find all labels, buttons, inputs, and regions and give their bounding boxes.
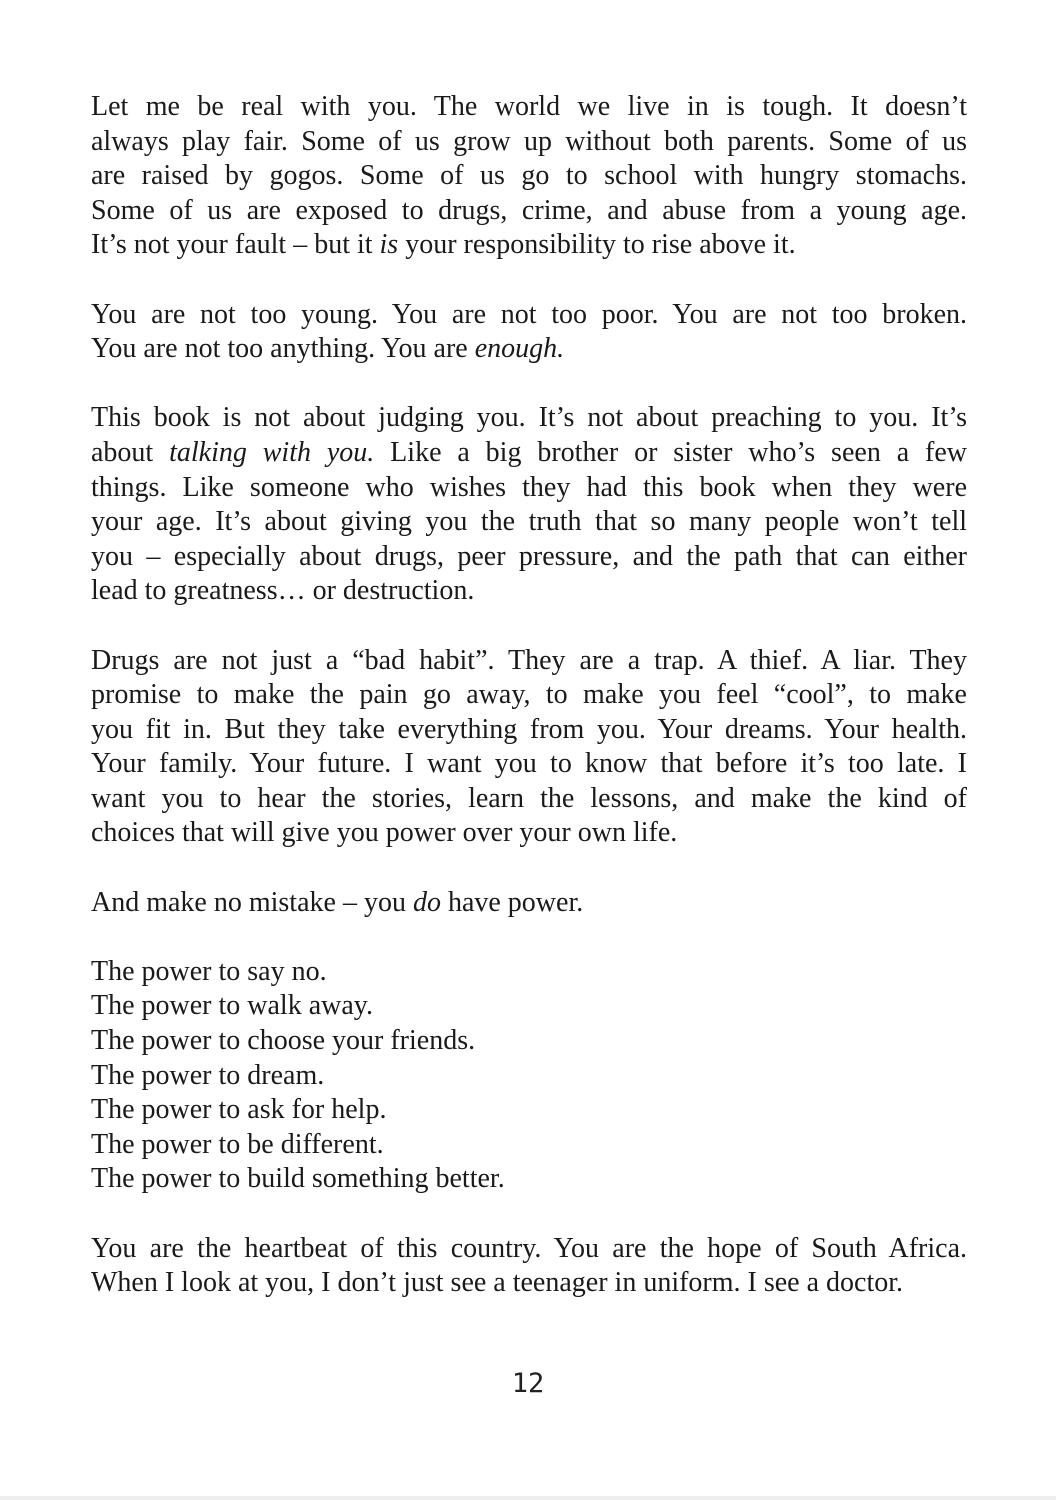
power-list-item: The power to be different.	[91, 1128, 384, 1160]
page-bottom-edge	[0, 1496, 1056, 1500]
text-line: You are the heartbeat of this country. You are the hope of South Africa.	[91, 1232, 967, 1264]
text-line: your age. It’s about giving you the truth that so many people won’t tell	[91, 506, 967, 538]
page-number: 12	[511, 1368, 545, 1399]
emphasis-text: do	[412, 886, 441, 918]
power-list-item: The power to say no.	[91, 955, 327, 987]
text-line: promise to make the pain go away, to make you feel “cool”, to make	[91, 679, 967, 711]
text-line	[91, 228, 967, 263]
text-line: Some of us are exposed to drugs, crime, and abuse from a young age.	[91, 194, 967, 226]
text-segment: You are not too anything. You are	[91, 333, 475, 365]
power-list	[91, 955, 967, 1197]
text-segment: have power.	[440, 886, 584, 918]
text-segment: It’s not your fault – but it	[91, 229, 380, 261]
text-segment: And make no mistake – you	[91, 886, 413, 918]
paragraph-drugs	[91, 644, 967, 852]
page-body	[91, 90, 967, 1301]
power-list-item: The power to walk away.	[91, 990, 373, 1022]
text-line	[91, 436, 967, 471]
emphasis-text: enough.	[474, 333, 565, 365]
text-line: Your family. Your future. I want you to know that before it’s too late. I	[91, 748, 967, 780]
text-segment: about	[91, 436, 170, 468]
text-line	[91, 332, 967, 367]
paragraph-about-book	[91, 401, 967, 609]
power-list-item: The power to choose your friends.	[91, 1025, 476, 1057]
text-line: choices that will give you power over your own life.	[91, 817, 678, 849]
text-line: are raised by gogos. Some of us go to school with hungry stomachs.	[91, 160, 967, 192]
emphasis-text: talking with you.	[169, 436, 375, 468]
text-line: This book is not about judging you. It’s not about preaching to you. It’s	[91, 402, 967, 434]
text-segment: Like a big brother or sister who’s seen a few	[374, 436, 967, 468]
text-line: Drugs are not just a “bad habit”. They are a trap. A thief. A liar. They	[91, 644, 967, 676]
text-line: You are not too young. You are not too poor. You are not too broken.	[91, 298, 967, 330]
emphasis-text: is	[379, 229, 399, 261]
paragraph-intro	[91, 90, 967, 263]
text-line: always play fair. Some of us grow up without both parents. Some of us	[91, 125, 967, 157]
power-list-item: The power to dream.	[91, 1059, 325, 1091]
paragraph-enough	[91, 298, 967, 367]
text-line: lead to greatness… or destruction.	[91, 575, 475, 607]
text-line: Let me be real with you. The world we live in is tough. It doesn’t	[91, 91, 967, 122]
text-line: When I look at you, I don’t just see a teenager in uniform. I see a doctor.	[91, 1267, 904, 1299]
text-line: things. Like someone who wishes they had this book when they were	[91, 471, 967, 503]
paragraph-power	[91, 886, 967, 921]
text-line: you fit in. But they take everything from you. Your dreams. Your health.	[91, 713, 967, 745]
power-list-item: The power to build something better.	[91, 1163, 505, 1195]
text-line: want you to hear the stories, learn the lessons, and make the kind of	[91, 782, 967, 814]
text-line: you – especially about drugs, peer pressure, and the path that can either	[91, 540, 967, 572]
text-segment: your responsibility to rise above it.	[398, 229, 796, 261]
paragraph-closing	[91, 1232, 967, 1301]
power-list-item: The power to ask for help.	[91, 1094, 387, 1126]
